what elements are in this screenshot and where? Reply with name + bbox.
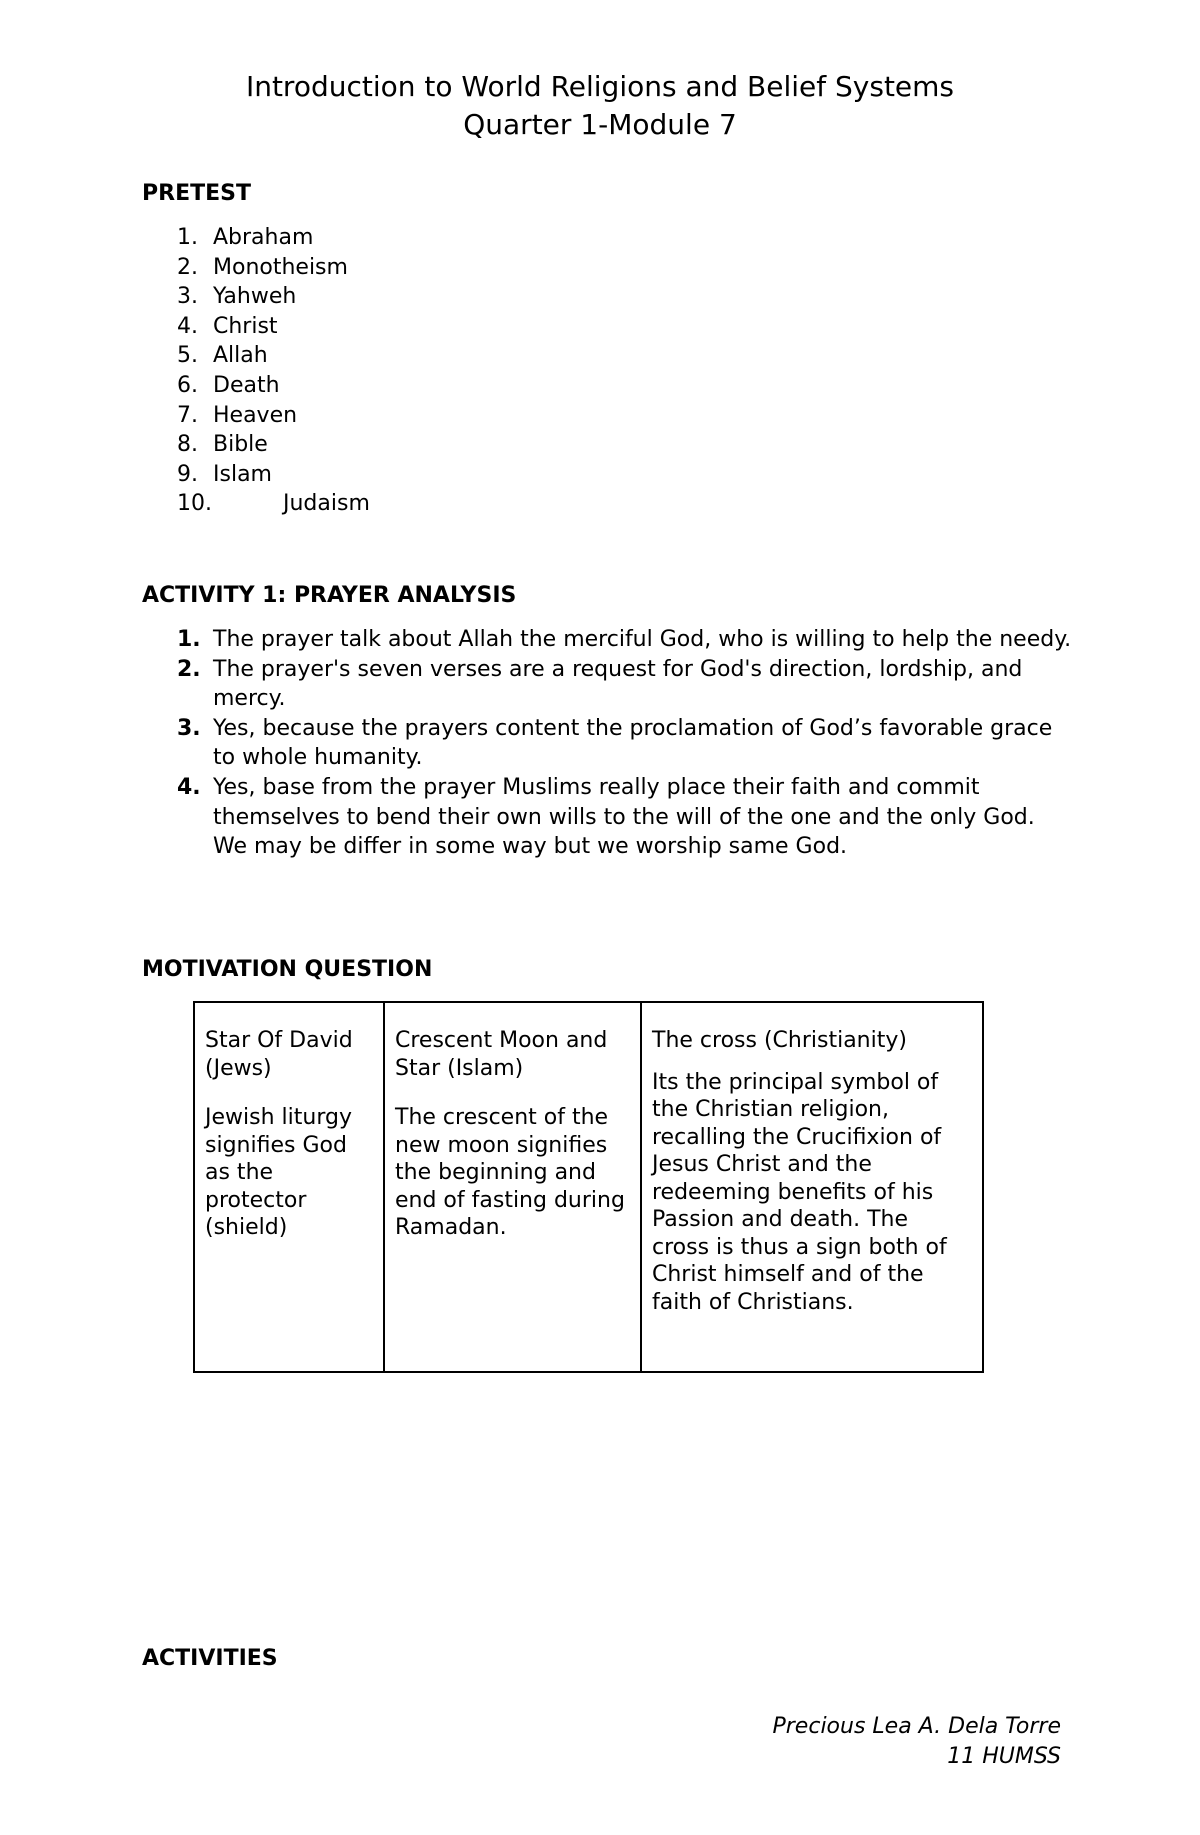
activity1-heading: ACTIVITY 1: PRAYER ANALYSIS (142, 583, 517, 608)
item-number: 9. (177, 461, 198, 487)
item-text: Abraham (213, 225, 314, 250)
list-item (142, 401, 370, 431)
document-title (0, 68, 1200, 144)
cell-title: Star Of David (Jews) (205, 1028, 353, 1081)
item-number: 4. (177, 313, 198, 339)
item-number: 10. (177, 491, 212, 517)
table-row (194, 1002, 983, 1372)
cell-description: Its the principal symbol of the Christian religion, recalling the Crucifixion of Jesus Christ and the redeeming benefits of his Passion and death. The cross is thus a sign both of Christ himself and of the faith of Christians. (652, 1069, 947, 1315)
signature-block (773, 1712, 1062, 1772)
list-item (142, 371, 370, 401)
item-text: Judaism (283, 491, 370, 517)
item-number: 1. (177, 225, 198, 250)
list-item (142, 341, 370, 371)
list-item (142, 312, 370, 342)
list-item (142, 714, 1072, 773)
item-text: The prayer's seven verses are a request for God's direction, lordship, and mercy. (213, 656, 1023, 712)
item-text: Islam (213, 461, 272, 487)
cell-title: The cross (Christianity) (652, 1028, 907, 1053)
list-item (142, 655, 1072, 714)
cell-description: Jewish liturgy signifies God as the protector (shield) (205, 1105, 352, 1240)
title-line-2: Quarter 1-Module 7 (463, 108, 737, 141)
item-number: 8. (177, 432, 198, 458)
item-text: Yahweh (213, 284, 297, 310)
item-text: Yes, because the prayers content the proclamation of God’s favorable grace to whole humanity. (213, 715, 1053, 771)
item-text: Christ (213, 313, 278, 339)
list-item (142, 773, 1072, 862)
item-number: 2. (177, 254, 198, 280)
pretest-list (142, 223, 370, 519)
motivation-heading: MOTIVATION QUESTION (142, 957, 433, 982)
item-text: Monotheism (213, 254, 348, 280)
item-number: 1. (177, 627, 201, 652)
cell-description: The crescent of the new moon signifies the beginning and end of fasting during Ramadan. (395, 1105, 625, 1240)
list-item (142, 253, 370, 283)
item-number: 3. (177, 284, 198, 310)
item-text: Yes, base from the prayer Muslims really place their faith and commit themselves to bend their own wills to the will of the one and the only God. We may be differ in some way but we worship same God. (213, 774, 1035, 860)
activities-heading: ACTIVITIES (142, 1646, 278, 1671)
list-item (142, 489, 370, 519)
item-number: 4. (177, 774, 201, 800)
list-item (142, 223, 370, 253)
item-number: 5. (177, 343, 198, 369)
pretest-heading: PRETEST (142, 181, 251, 206)
table-cell-cross (641, 1002, 983, 1372)
title-line-1: Introduction to World Religions and Belief Systems (245, 70, 955, 103)
item-text: Bible (213, 432, 268, 458)
table-cell-star-of-david (194, 1002, 384, 1372)
list-item (142, 282, 370, 312)
list-item (142, 625, 1072, 655)
activity1-list (142, 625, 1072, 862)
motivation-table (193, 1001, 984, 1373)
author-name: Precious Lea A. Dela Torre (772, 1714, 1061, 1739)
item-text: Death (213, 372, 280, 398)
item-text: Allah (213, 343, 268, 369)
author-section: 11 HUMSS (947, 1744, 1061, 1769)
table-cell-crescent-moon (384, 1002, 641, 1372)
item-number: 2. (177, 656, 201, 682)
cell-title: Crescent Moon and Star (Islam) (395, 1028, 608, 1081)
item-text: Heaven (213, 402, 298, 428)
list-item (142, 460, 370, 490)
item-number: 6. (177, 372, 198, 398)
item-number: 7. (177, 402, 198, 428)
item-number: 3. (177, 715, 201, 741)
item-text: The prayer talk about Allah the merciful God, who is willing to help the needy. (213, 627, 1072, 652)
list-item (142, 430, 370, 460)
